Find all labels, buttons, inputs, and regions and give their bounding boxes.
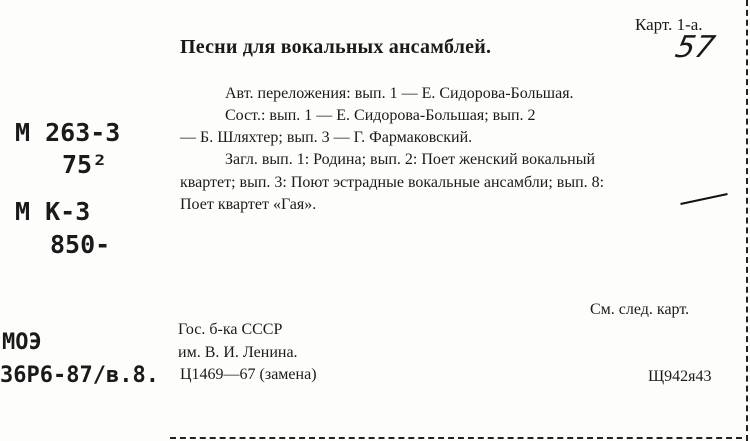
body-line: — Б. Шляхтер; вып. 3 — Г. Фармаковский. xyxy=(180,129,473,146)
card-edge-right xyxy=(744,0,748,441)
mod-code: МОЭ xyxy=(2,330,42,355)
body-line: Поет квартет «Гая». xyxy=(180,196,317,213)
card-edge-bottom xyxy=(170,437,742,439)
handwritten-number: 57 xyxy=(672,30,718,65)
body-line: Авт. переложения: вып. 1 — Е. Сидорова-Большая. xyxy=(225,85,574,102)
library-line: Гос. б-ка СССР xyxy=(178,321,283,338)
handwritten-stroke xyxy=(680,193,727,205)
inventory-code: 36Р6-87/в.8. xyxy=(0,363,159,388)
shelf-mark-2-sub: 850- xyxy=(50,230,111,259)
see-next-card: См. след. карт. xyxy=(590,301,690,318)
shelf-mark-1: М 263-3 xyxy=(15,118,121,147)
body-line: Загл. вып. 1: Родина; вып. 2: Поет женский вокальный xyxy=(225,151,596,168)
card-number: Карт. 1-а. xyxy=(635,15,703,34)
shelf-mark-1-sub: 75² xyxy=(62,150,108,179)
order-number: Щ942я43 xyxy=(648,368,712,385)
library-line: им. В. И. Ленина. xyxy=(178,344,298,361)
body-line: Сост.: вып. 1 — Е. Сидорова-Большая; вып. 2 xyxy=(225,107,536,124)
shelf-mark-2: М К-3 xyxy=(15,197,91,226)
library-line: Ц1469—67 (замена) xyxy=(180,366,317,383)
card-title: Песни для вокальных ансамблей. xyxy=(180,36,492,58)
body-line: квартет; вып. 3: Поют эстрадные вокальные ансамбли; вып. 8: xyxy=(180,174,605,191)
